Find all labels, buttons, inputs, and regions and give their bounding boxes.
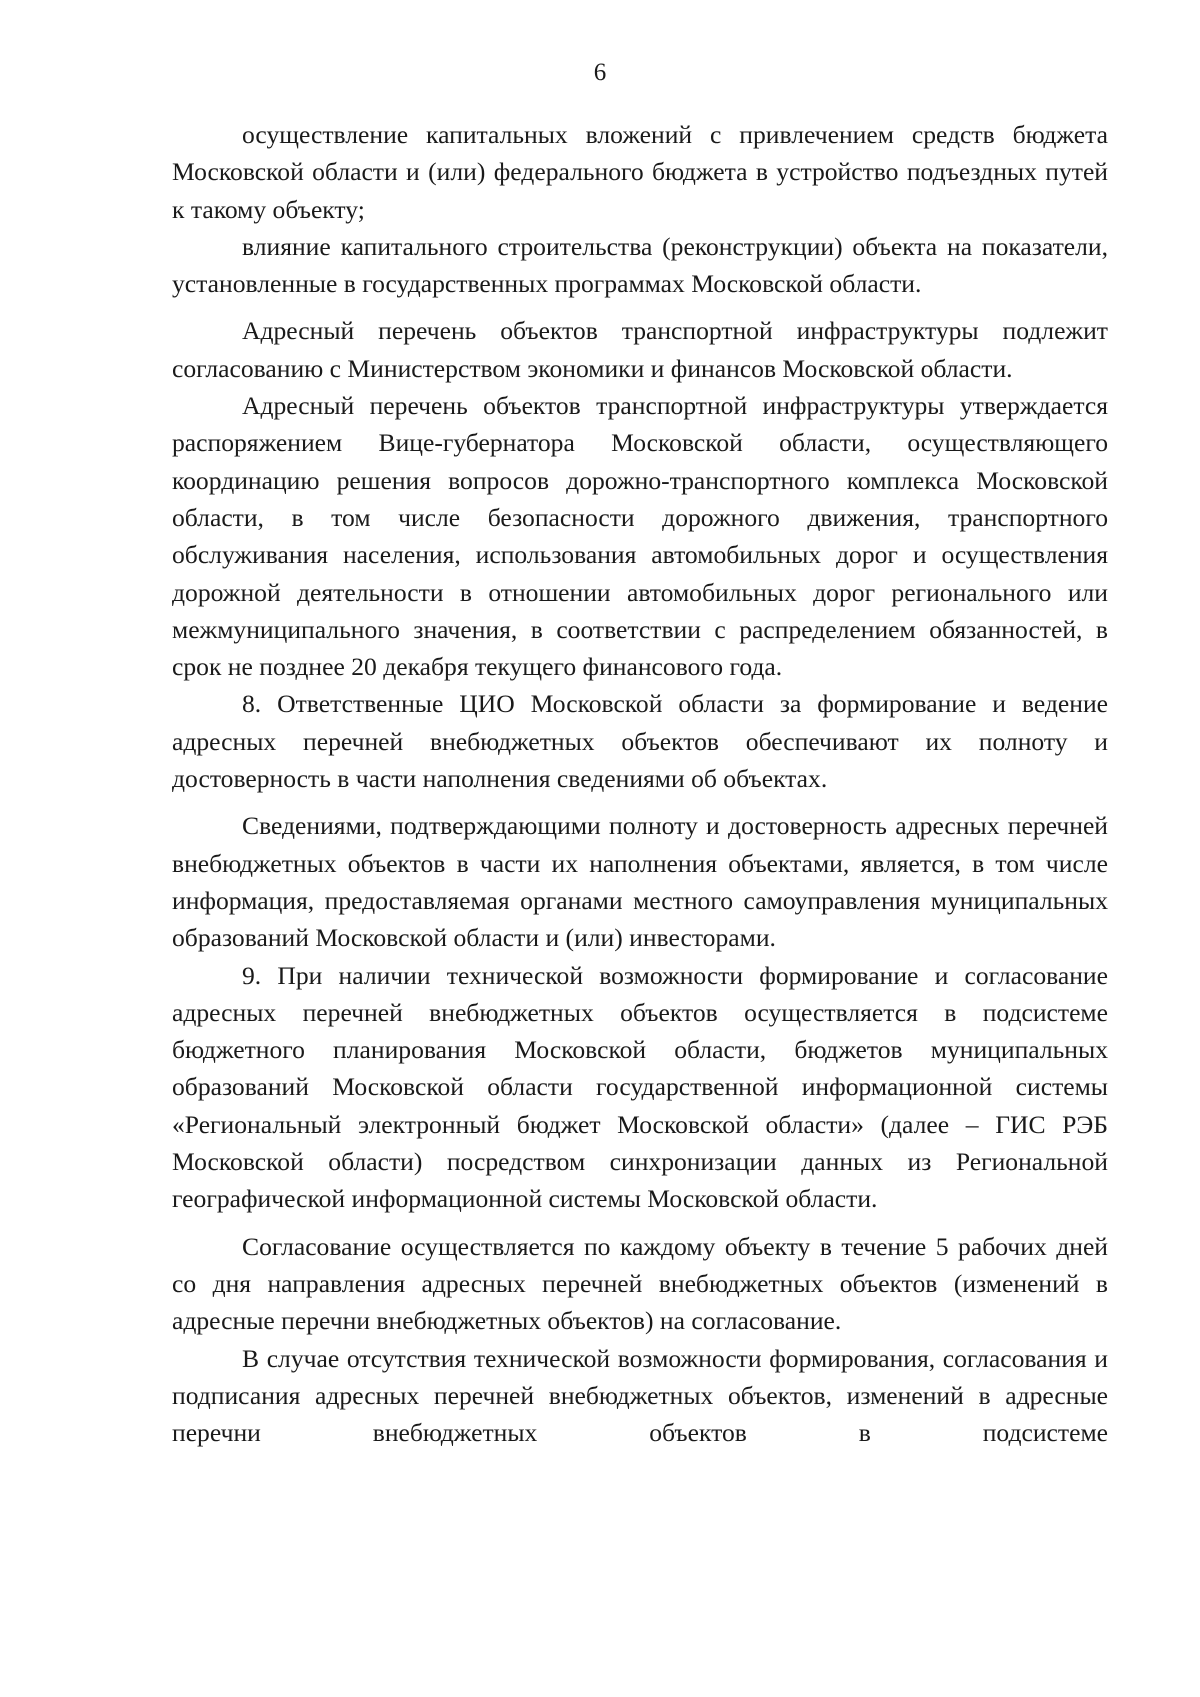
page-number: 6 bbox=[593, 59, 607, 86]
paragraph-approval-term: Согласование осуществляется по каждому объекту в течение 5 рабочих дней со дня направления адресных перечней внебюджетных объектов (изменений в адресные перечни внебюджетных объектов) на согласование. bbox=[172, 1231, 1115, 1336]
paragraph-construction-impact: влияние капитального строительства (реконструкции) объекта на показатели, установленные в государственных программах Московской области. bbox=[172, 231, 1115, 299]
paragraph-list-approval-order: Адресный перечень объектов транспортной инфраструктуры утверждается распоряжением Вице-губернатора Московской области, осуществляющего координацию решения вопросов дорожно-транспортного комплекса Московской области, в том числе безопасности дорожного движения, транспортного обслуживания населения, использования автомобильных дорог и осуществления дорожной деятельности в отношении автомобильных дорог регионального или межмуниципального значения, в соответствии с распределением обязанностей, в срок не позднее 20 декабря текущего финансового года. bbox=[172, 391, 1115, 682]
paragraph-item-9: 9. При наличии технической возможности формирование и согласование адресных перечней внебюджетных объектов осуществляется в подсистеме бюджетного планирования Московской области, бюджетов муниципальных образований Московской области государственной информационной системы «Региональный электронный бюджет Московской области» (далее – ГИС РЭБ Московской области) посредством синхронизации данных из Региональной географической информационной системы Московской области. bbox=[172, 960, 1115, 1214]
paragraph-list-approval-ministry: Адресный перечень объектов транспортной инфраструктуры подлежит согласованию с Министерством экономики и финансов Московской области. bbox=[172, 316, 1115, 383]
document-body bbox=[172, 116, 1115, 1451]
paragraph-item-8: 8. Ответственные ЦИО Московской области за формирование и ведение адресных перечней внебюджетных объектов обеспечивают их полноту и достоверность в части наполнения сведениями об объектах. bbox=[172, 689, 1115, 794]
paragraph-completeness-info: Сведениями, подтверждающими полноту и достоверность адресных перечней внебюджетных объектов в части их наполнения объектами, является, в том числе информация, предоставляемая органами местного самоуправления муниципальных образований Московской области и (или) инвесторами. bbox=[172, 811, 1115, 953]
paragraph-no-technical-possibility: В случае отсутствия технической возможности формирования, согласования и подписания адресных перечней внебюджетных объектов, изменений в адресные перечни внебюджетных объектов в подсистеме bbox=[172, 1343, 1115, 1448]
paragraph-capital-investments: осуществление капитальных вложений с привлечением средств бюджета Московской области и (или) федерального бюджета в устройство подъездных путей к такому объекту; bbox=[172, 120, 1115, 224]
